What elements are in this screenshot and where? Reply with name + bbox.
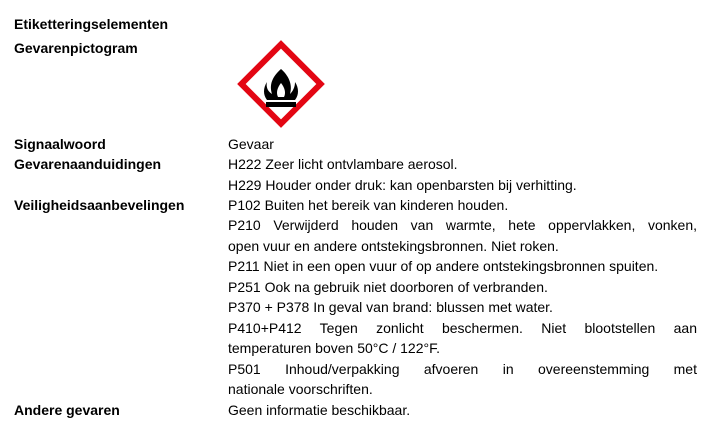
safety-line: nationale voorschriften. bbox=[228, 381, 373, 397]
other-value: Geen informatie beschikbaar. bbox=[228, 402, 411, 418]
safety-line: temperaturen boven 50°C / 122°F. bbox=[228, 340, 440, 356]
label-safety: Veiligheidsaanbevelingen bbox=[14, 197, 185, 213]
safety-line: open vuur en andere ontstekingsbronnen. Niet roken. bbox=[228, 238, 559, 254]
safety-line: P410+P412 Tegen zonlicht beschermen. Niet blootstellen aan bbox=[228, 320, 697, 336]
safety-line: P210 Verwijderd houden van warmte, hete oppervlakken, vonken, bbox=[228, 217, 697, 233]
label-pictogram: Gevarenpictogram bbox=[14, 40, 138, 56]
safety-line: P211 Niet in een open vuur of op andere ontstekingsbronnen spuiten. bbox=[228, 258, 659, 274]
hazard-line: H229 Houder onder druk: kan openbarsten bij verhitting. bbox=[228, 177, 577, 193]
hazard-line: H222 Zeer licht ontvlambare aerosol. bbox=[228, 156, 458, 172]
safety-line: P251 Ook na gebruik niet doorboren of verbranden. bbox=[228, 279, 548, 295]
safety-line: P370 + P378 In geval van brand: blussen met water. bbox=[228, 299, 553, 315]
signal-value: Gevaar bbox=[228, 136, 274, 152]
safety-line: P102 Buiten het bereik van kinderen houden. bbox=[228, 197, 509, 213]
label-hazard: Gevarenaanduidingen bbox=[14, 156, 162, 172]
label-other: Andere gevaren bbox=[14, 402, 120, 418]
label-signal: Signaalwoord bbox=[14, 136, 106, 152]
flame-icon bbox=[236, 39, 326, 129]
safety-line: P501 Inhoud/verpakking afvoeren in overeenstemming met bbox=[228, 361, 697, 377]
label-heading: Etiketteringselementen bbox=[14, 16, 169, 32]
